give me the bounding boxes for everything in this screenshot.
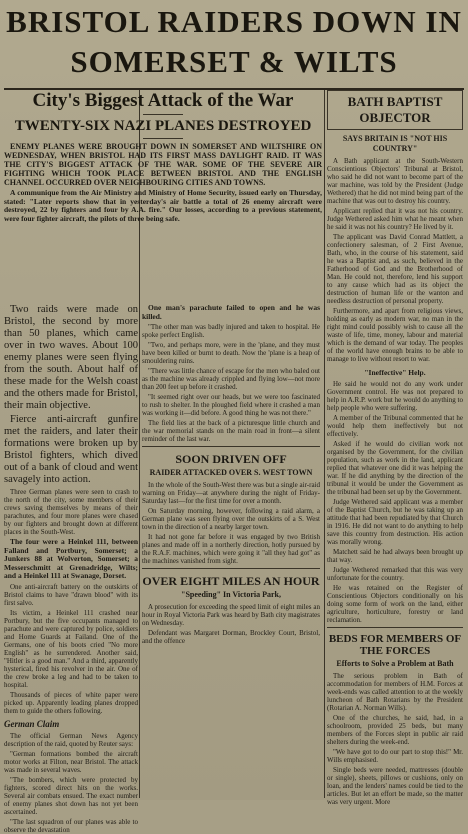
article-headline: BEDS FOR MEMBERS OF THE FORCES bbox=[328, 633, 462, 657]
story-paragraph: A Bath applicant at the South-Western Conscientious Objectors' Tribunal at Bristol, who said he did not want to become part of the war machine, was told by the President (Judge Wethered) that he did not mind being part of the machine that was out to destroy his country. bbox=[327, 157, 463, 205]
story-paragraph: Its victim, a Heinkel 111 crashed near Portbury, but the five occupants managed to parachute and were captured by police, soldiers and Home Guards at Failand. One of the Germans, one of his boots cried "No more English" as he surrendered. Another said, "Hitler is a good man." And a third, apparently hysterical, fired his revolver in the air. One of the crew broke a leg and had to be taken to hospital. bbox=[4, 608, 138, 689]
story-paragraph: Applicant replied that it was not his country. Judge Wethered asked him what he meant when he said it was not his country? He lived by it. bbox=[327, 207, 463, 231]
article-headline: OVER EIGHT MILES AN HOUR bbox=[142, 574, 320, 588]
story-paragraph: Thousands of pieces of white paper were picked up. Apparently leading planes dropped them to guide the others following. bbox=[4, 690, 138, 715]
story-paragraph: "Two, and perhaps more, were in the 'plane, and they must have been killed or burnt to death. Now the 'plane is a heap of smouldering ruins. bbox=[142, 341, 320, 365]
story-paragraph: Matchett said he had always been brought up that way. bbox=[327, 548, 463, 564]
story-paragraph: The serious problem in Bath of accommodation for members of H.M. Forces at week-ends was called attention to at the weekly luncheon of Bath Rotarians by the President (Rotarian A. Norman Wills). bbox=[327, 672, 463, 712]
left-column bbox=[4, 304, 138, 834]
story-paragraph: A prosecution for exceeding the speed limit of eight miles an hour in Royal Victoria Park was heard by Bath city magistrates on Wednesday. bbox=[142, 603, 320, 627]
story-paragraph: "The other man was badly injured and taken to hospital. He spoke perfect English. bbox=[142, 323, 320, 339]
divider bbox=[142, 446, 320, 447]
middle-column bbox=[142, 304, 320, 798]
story-paragraph: One man's parachute failed to open and he was killed. bbox=[142, 303, 320, 321]
banner-headline bbox=[4, 2, 464, 90]
story-paragraph: He was retained on the Register of Conscientious Objectors conditionally on his doing some form of work on the land, either agriculture, horticulture, forestry or land reclamation. bbox=[327, 584, 463, 624]
article-heading-box bbox=[327, 90, 463, 130]
story-paragraph: In the whole of the South-West there was but a single air-raid warning on Friday—at anywhere during the night of Friday-Saturday last—for the first time for over a month. bbox=[142, 481, 320, 505]
story-paragraph: He said he would not do any work under Government control. He was not prepared to help in A.R.P. work but he would do anything to help people who were suffering. bbox=[327, 380, 463, 412]
communique-paragraph: A communique from the Air Ministry and Ministry of Home Security, issued early on Thursday, stated: "Later reports show that in yesterday's air battle a total of 26 enemy aircraft were destroyed, 22 by fighters and four by A.A. fire." Our losses, according to a previous statement, were four fighter aircraft, the pilots of three being safe. bbox=[4, 188, 322, 223]
story-paragraph: "The bombers, which were protected by fighters, scored direct hits on the works. Several air combats ensued. The exact number of enemy planes shot down has not yet been ascertained. bbox=[4, 775, 138, 816]
story-subheadline: TWENTY-SIX NAZI PLANES DESTROYED bbox=[14, 118, 312, 134]
story-paragraph: On Saturday morning, however, following a raid alarm, a German plane was seen flying over the outskirts of a S. West town in the direction of a nearby larger town. bbox=[142, 507, 320, 531]
story-paragraph: Asked if he would do civilian work not organised by the Government, for the civilian population, such as work in the land, applicant replied that whatever one did it was helping the war. If he did anything by the direction of the tribunal it would be under the Government as the tribunal had been set up by the Government. bbox=[327, 440, 463, 496]
column-divider bbox=[324, 90, 325, 798]
story-paragraph: The field lies at the back of a picturesque little church and the war memorial stands on the main road in front—a silent reminder of the last war. bbox=[142, 419, 320, 443]
story-paragraph: Fierce anti-aircraft gunfire met the raiders, and later their formations were broken up by Bristol fighters, which dived out of a bank of cloud and went savagely into action. bbox=[4, 414, 138, 485]
article-subheadline: Efforts to Solve a Problem at Bath bbox=[336, 659, 454, 668]
story-paragraph: It had not gone far before it was engaged by two British planes and made off in a northerly direction, hotly pursued by the R.A.F. machines, which were going it "all they had got" as the machines vanished from sight. bbox=[142, 533, 320, 565]
divider bbox=[143, 114, 183, 115]
article-headline: BATH BAPTIST OBJECTOR bbox=[347, 94, 443, 125]
story-paragraph: "There was little chance of escape for the men who baled out as the machine was already crippled and flying low—not more than 200 feet up before it crashed. bbox=[142, 367, 320, 391]
section-heading: "Ineffective" Help. bbox=[364, 368, 426, 377]
story-paragraph: "The last squadron of our planes was able to observe the devastation bbox=[4, 817, 138, 834]
story-paragraph: Single beds were needed, mattresses (double or single), sheets, pillows or cushions, only on loan, and the lenders' names could be tied to the articles. But let an effort be made, so the matter was very urgent. More bbox=[327, 766, 463, 806]
story-paragraph: The official German News Agency description of the raid, quoted by Reuter says: bbox=[4, 731, 138, 748]
banner-line-1: BRISTOL RAIDERS DOWN IN bbox=[6, 4, 462, 39]
story-paragraph: Furthermore, and apart from religious views, holding as early as modern war, no man in the right mind could possibly wish to cause all the waste of life, time, money, labour and material which is the demand of war today. The peoples of the world have enough brains to be able to manage to live without resort to war. bbox=[327, 307, 463, 363]
banner-line-2: SOMERSET & WILTS bbox=[70, 44, 398, 79]
story-paragraph: Two raids were made on Bristol, the second by more than 50 planes, which came over in two waves. About 100 enemy planes were seen flying from the south. About half of these made for the Welsh coast and the others made for Bristol, their main objective. bbox=[4, 304, 138, 411]
story-paragraph: The four were a Heinkel 111, between Falland and Portbury, Somerset; a Junkers 88 at Wolverton, Somerset; a Messerschmitt at Grenadridge, Wilts; and a Heinkel 111 at Swanage, Dorset. bbox=[4, 537, 138, 580]
story-paragraph: "It seemed right over our heads, but we were too fascinated to rush to shelter. In the ploughed field where it crashed a man was working it—did before. A good thing he was not there." bbox=[142, 393, 320, 417]
story-headline: City's Biggest Attack of the War bbox=[32, 90, 294, 111]
article-subheadline: "Speeding" In Victoria Park, bbox=[181, 590, 281, 599]
lead-paragraph: ENEMY PLANES WERE BROUGHT DOWN IN SOMERSET AND WILTSHIRE ON WEDNESDAY, WHEN BRISTOL HAD ITS FIRST MASS DAYLIGHT RAID. IT WAS THE CITY'S BIGGEST ATTACK OF THE WAR. SOME OF THE SEVERE AIR FIGHTING WHICH TOOK PLACE BETWEEN BRISTOL AND THE ENGLISH CHANNEL OCCURRED OVER NEIGHBOURING CITIES AND TOWNS. bbox=[4, 142, 322, 187]
story-paragraph: "German formations bombed the aircraft motor works at Filton, near Bristol. The attack was made in several waves. bbox=[4, 749, 138, 774]
story-paragraph: Three German planes were seen to crash to the north of the city, some members of their crews saving themselves by means of their parachutes, and four more planes were chased by our fighters and brought down at different places in the South-West. bbox=[4, 488, 138, 536]
article-subheadline: SAYS BRITAIN IS "NOT HIS COUNTRY" bbox=[342, 134, 448, 153]
story-paragraph: Judge Wethered said applicant was a member of the Baptist Church, but he was taking up an attitude that had been repudiated by that Church in 1916. He did not want to do anything to help save this country from destruction. His action was morally wrong. bbox=[327, 498, 463, 546]
article-headline: SOON DRIVEN OFF bbox=[175, 452, 287, 466]
article-subheadline: RAIDER ATTACKED OVER S. WEST TOWN bbox=[149, 468, 313, 477]
divider bbox=[327, 627, 463, 628]
story-paragraph: The applicant was David Conrad Mattlett, a confectionery salesman, of 2 First Avenue, Bath, who, in the course of his statement, said he was a Baptist and, as such, believed in the Fatherhood of God and the Brotherhood of Man. He could not, therefore, lend his support to any cause which had as its object the destruction of human life or the wanton and needless destruction of personal property. bbox=[327, 233, 463, 305]
story-paragraph: Judge Wethered remarked that this was very unfortunate for the country. bbox=[327, 566, 463, 582]
divider bbox=[143, 138, 183, 139]
story-paragraph: "We have got to do our part to stop this!" Mr. Wills emphasised. bbox=[327, 748, 463, 764]
story-paragraph: A member of the Tribunal commented that he would help them ineffectively but not effectively. bbox=[327, 414, 463, 438]
right-column bbox=[327, 90, 463, 806]
section-heading: German Claim bbox=[4, 718, 60, 729]
main-story-top bbox=[4, 90, 322, 300]
story-paragraph: One of the churches, he said, had, in a schoolroom, provided 25 beds, but many members of the Forces slept in public air raid shelters during the week-end. bbox=[327, 714, 463, 746]
story-paragraph: Defendant was Margaret Dorman, Brockley Court, Bristol, and the offence bbox=[142, 629, 320, 645]
divider bbox=[142, 568, 320, 569]
story-paragraph: One anti-aircraft battery on the outskirts of Bristol claims to have "drawn blood" with its first salvo. bbox=[4, 582, 138, 607]
